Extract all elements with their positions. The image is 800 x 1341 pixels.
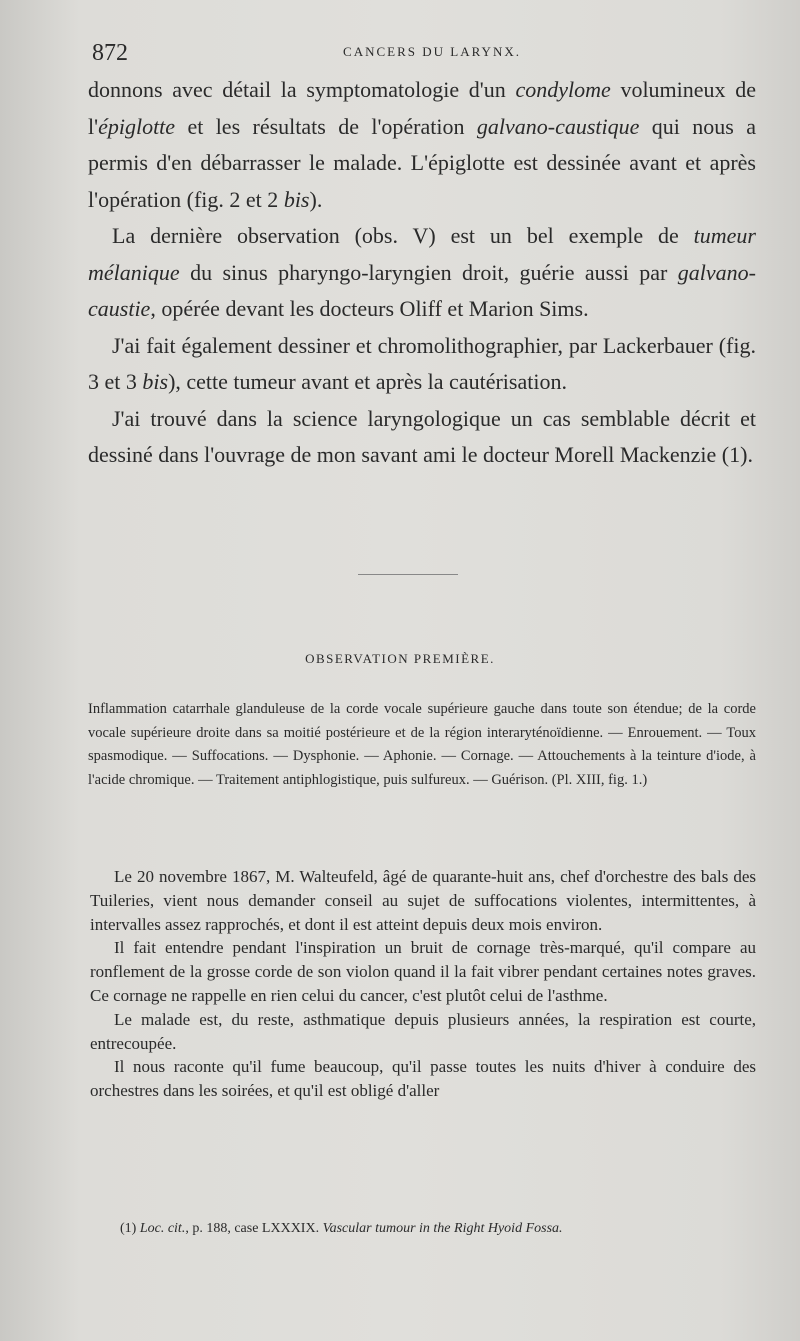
italic-text: épiglotte [98,113,176,139]
paragraph: Le 20 novembre 1867, M. Walteufeld, âgé de quarante-huit ans, chef d'orchestre des bals des Tuileries, vient nous demander conseil au sujet de suffocations violentes, intermittentes, à intervalles assez rapprochés, et dont il est atteint depuis deux mois environ. [90,867,756,934]
observation-title: OBSERVATION PREMIÈRE. [305,651,495,666]
text-run: , opérée devant les docteurs Oliff et Marion Sims. [150,296,589,321]
italic-text: Vascular tumour in the Right Hyoid Fossa. [322,1221,563,1236]
main-text [88,72,756,474]
italic-text: galvano-caustique [476,113,640,139]
section-divider [358,574,458,575]
paragraph: Il nous raconte qu'il fume beaucoup, qu'il passe toutes les nuits d'hiver à conduire des orchestres dans les soirées, et qu'il est obligé d'aller [90,1057,756,1101]
running-title: CANCERS DU LARYNX. [343,44,521,59]
page-header [92,40,772,70]
page-number: 872 [92,40,128,66]
text-run: qui nous a permis d'en débarrasser le malade. L'épiglotte est dessinée avant et après l'opération (fig. 2 et 2 [88,113,756,212]
italic-text: bis [283,186,310,212]
paragraph: Le malade est, du reste, asthmatique depuis plusieurs années, la respiration est courte, entrecoupée. [90,1009,756,1053]
italic-text: tumeur mélanique [88,223,756,285]
observation-summary: Inflammation catarrhale glanduleuse de la corde vocale supérieure gauche dans toute son étendue; de la corde vocale supérieure droite dans sa moitié postérieure et de la région interaryténoïdienne. — Enrouement. — Toux spasmodique. — Suffocations. — Dysphonie. — Aphonie. — Cornage. — Attouchements à la teinture d'iode, à l'acide chromique. — Traitement antiphlogistique, puis sulfureux. — Guérison. (Pl. XIII, fig. 1.) [88,701,756,788]
italic-text: Loc. cit. [139,1221,186,1236]
text-run: J'ai trouvé dans la science laryngologique un cas semblable décrit et dessiné dans l'ouvrage de mon savant ami le docteur Morell Mackenzie (1). [88,405,756,467]
paragraph [88,218,756,328]
italic-text: galvano-caustie [88,259,756,321]
text-run: (1) [120,1221,140,1236]
text-run: J'ai fait également dessiner et chromolithographier, par Lackerbauer (fig. 3 et 3 [88,332,756,394]
text-run: volumineux de l' [88,77,756,139]
text-run: La dernière observation (obs. V) est un bel exemple de [112,223,694,248]
text-run: ). [309,186,323,212]
footnote [98,1218,756,1239]
text-run: donnons avec détail la symptomatologie d'un [88,77,516,102]
text-run: du sinus pharyngo-laryngien droit, guérie aussi par [179,259,678,285]
text-run: , p. 188, case LXXXIX. [185,1221,323,1236]
paragraph: Il fait entendre pendant l'inspiration un bruit de cornage très-marqué, qu'il compare au ronflement de la grosse corde de son violon quand il la fait vibrer pendant certaines notes graves. Ce cornage ne rappelle en rien celui du cancer, c'est plutôt celui de l'asthme. [90,938,756,1005]
paragraph [88,328,756,401]
italic-text: condylome [515,77,611,102]
italic-text: bis [142,369,169,394]
observation-narrative [90,865,756,1103]
paragraph [88,401,756,474]
text-run: ), cette tumeur avant et après la cautérisation. [168,369,567,394]
text-run: et les résultats de l'opération [175,113,477,139]
paragraph [88,72,756,218]
